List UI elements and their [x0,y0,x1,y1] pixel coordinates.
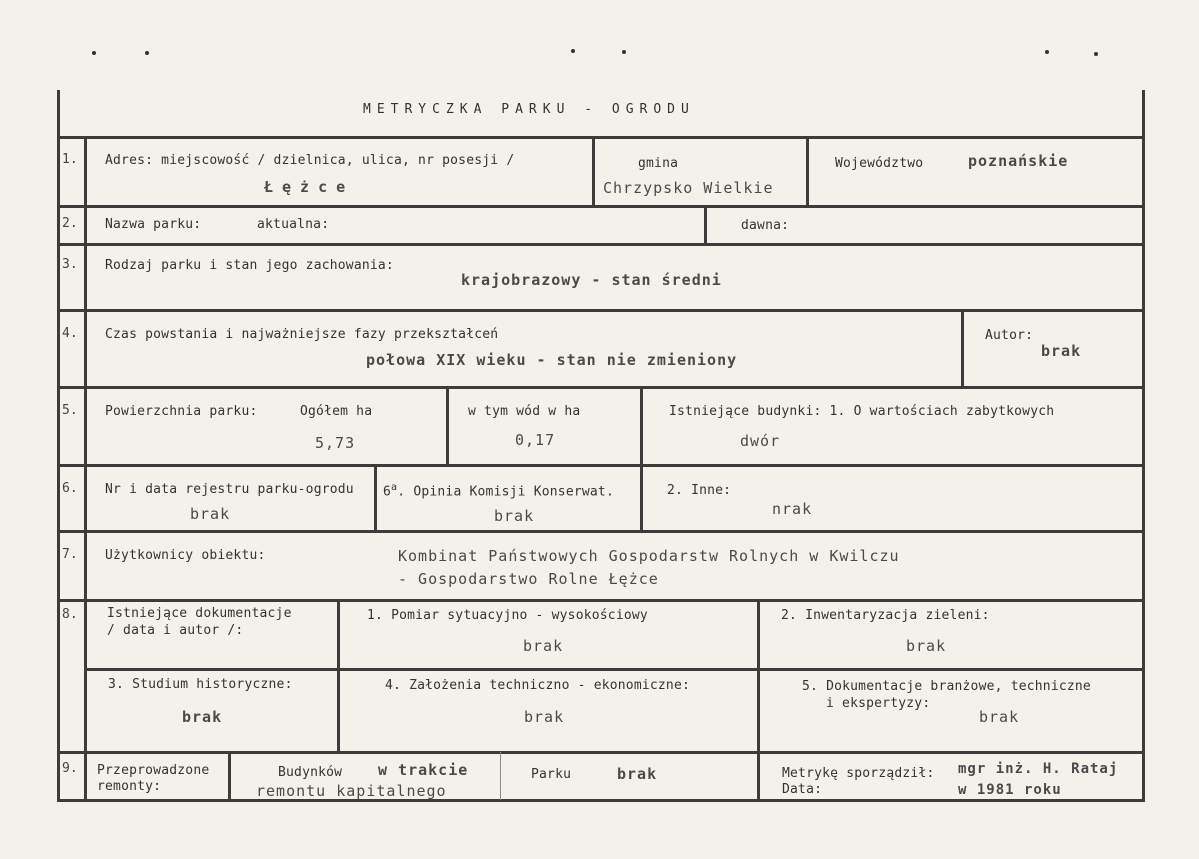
row-number: 2. [62,216,78,231]
punch-dot [622,50,626,54]
cell-divider [704,206,707,245]
card-title: METRYCZKA PARKU - OGRODU [363,102,695,117]
documentation-label-line1: Istniejące dokumentacje [107,606,292,621]
current-name-label: aktualna: [257,217,330,232]
number-column-border [84,137,87,802]
row-divider [57,530,1145,533]
history-value: brak [182,708,223,726]
row-number: 8. [62,607,78,622]
buildings-value: dwór [740,432,781,450]
documentation-label-line2: / data i autor /: [107,623,244,638]
greenery-value: brak [906,637,947,655]
gmina-value: Chrzypsko Wielkie [603,179,774,197]
technical-value: brak [524,708,565,726]
docs-label-line1: 5. Dokumentacje branżowe, techniczne [802,679,1091,694]
other-buildings-label: 2. Inne: [667,483,732,498]
buildings-label: Istniejące budynki: 1. O wartościach zabytkowych [669,404,1055,419]
survey-value: brak [523,637,564,655]
row-number: 3. [62,257,78,272]
row-divider [57,205,1145,208]
history-label: 3. Studium historyczne: [108,677,293,692]
gmina-label: gmina [638,156,679,171]
row-divider [57,599,1145,602]
prepared-by-label: Metrykę sporządził: [782,766,935,781]
punch-dot [92,51,96,55]
cell-divider [446,387,449,465]
cell-divider [757,600,760,752]
water-area-value: 0,17 [515,431,556,449]
cell-divider [374,465,377,531]
cell-divider [961,310,964,388]
punch-dot [1045,50,1049,54]
row-divider [57,464,1145,467]
buildings-renovation-value-line1: w trakcie [378,761,469,779]
water-area-label: w tym wód w ha [468,404,581,419]
row-divider [84,668,1145,671]
row-number: 5. [62,403,78,418]
punch-dot [1094,52,1098,56]
row-divider [57,243,1145,246]
prepared-by-value: mgr inż. H. Rataj [958,761,1119,777]
renovations-label-line1: Przeprowadzone [97,763,210,778]
buildings-renovation-value-line2: remontu kapitalnego [256,782,447,800]
row-number: 6. [62,481,78,496]
bottom-border [57,799,1145,802]
park-renovation-label: Parku [531,767,572,782]
date-value: w 1981 roku [958,782,1062,798]
total-area-value: 5,73 [315,434,356,452]
opinion-text: . Opinia Komisji Konserwat. [397,484,614,500]
cell-divider [337,600,340,752]
users-value-line2: - Gospodarstwo Rolne Łężce [398,570,659,588]
register-label: Nr i data rejestru parku-ogrodu [105,482,354,497]
users-label: Użytkownicy obiektu: [105,548,266,563]
punch-dot [145,51,149,55]
voivodeship-label: Województwo [835,156,924,171]
left-border [57,90,60,802]
row-number: 7. [62,547,78,562]
cell-divider [592,137,595,206]
row-number: 9. [62,761,78,776]
row-number: 1. [62,152,78,167]
row-divider [57,751,1145,754]
docs-value: brak [979,708,1020,726]
park-type-label: Rodzaj parku i stan jego zachowania: [105,258,394,273]
greenery-label: 2. Inwentaryzacja zieleni: [781,608,990,623]
register-value: brak [190,505,231,523]
row-number: 4. [62,326,78,341]
other-buildings-value: nrak [772,500,813,518]
author-value: brak [1041,342,1082,360]
address-value: Łężce [264,178,355,196]
address-label: Adres: miejscowość / dzielnica, ulica, nr posesji / [105,153,515,168]
voivodeship-value: poznańskie [968,152,1069,170]
thin-divider [500,752,501,800]
row-divider [57,136,1145,139]
opinion-superscript: a [391,482,398,493]
park-type-value: krajobrazowy - stan średni [461,271,722,289]
origin-label: Czas powstania i najważniejsze fazy przekształceń [105,327,499,342]
park-name-label: Nazwa parku: [105,217,202,232]
docs-label-line2: i ekspertyzy: [826,696,931,711]
former-name-label: dawna: [741,218,790,233]
row-divider [57,386,1145,389]
survey-label: 1. Pomiar sytuacyjno - wysokościowy [367,608,648,623]
cell-divider [757,752,760,800]
cell-divider [228,752,231,800]
date-label: Data: [782,782,823,797]
origin-value: połowa XIX wieku - stan nie zmieniony [366,351,738,369]
opinion-label [383,482,614,499]
park-renovation-value: brak [617,765,658,783]
punch-dot [571,49,575,53]
total-area-label: Ogółem ha [300,404,373,419]
area-label: Powierzchnia parku: [105,404,258,419]
users-value-line1: Kombinat Państwowych Gospodarstw Rolnych w Kwilczu [398,547,900,565]
right-border [1142,90,1145,802]
buildings-renovation-label: Budynków [278,765,343,780]
cell-divider [806,137,809,206]
cell-divider [640,387,643,531]
renovations-label-line2: remonty: [97,779,162,794]
opinion-value: brak [494,507,535,525]
author-label: Autor: [985,328,1034,343]
row-divider [57,309,1145,312]
opinion-number: 6 [383,484,392,500]
technical-label: 4. Założenia techniczno - ekonomiczne: [385,678,691,693]
